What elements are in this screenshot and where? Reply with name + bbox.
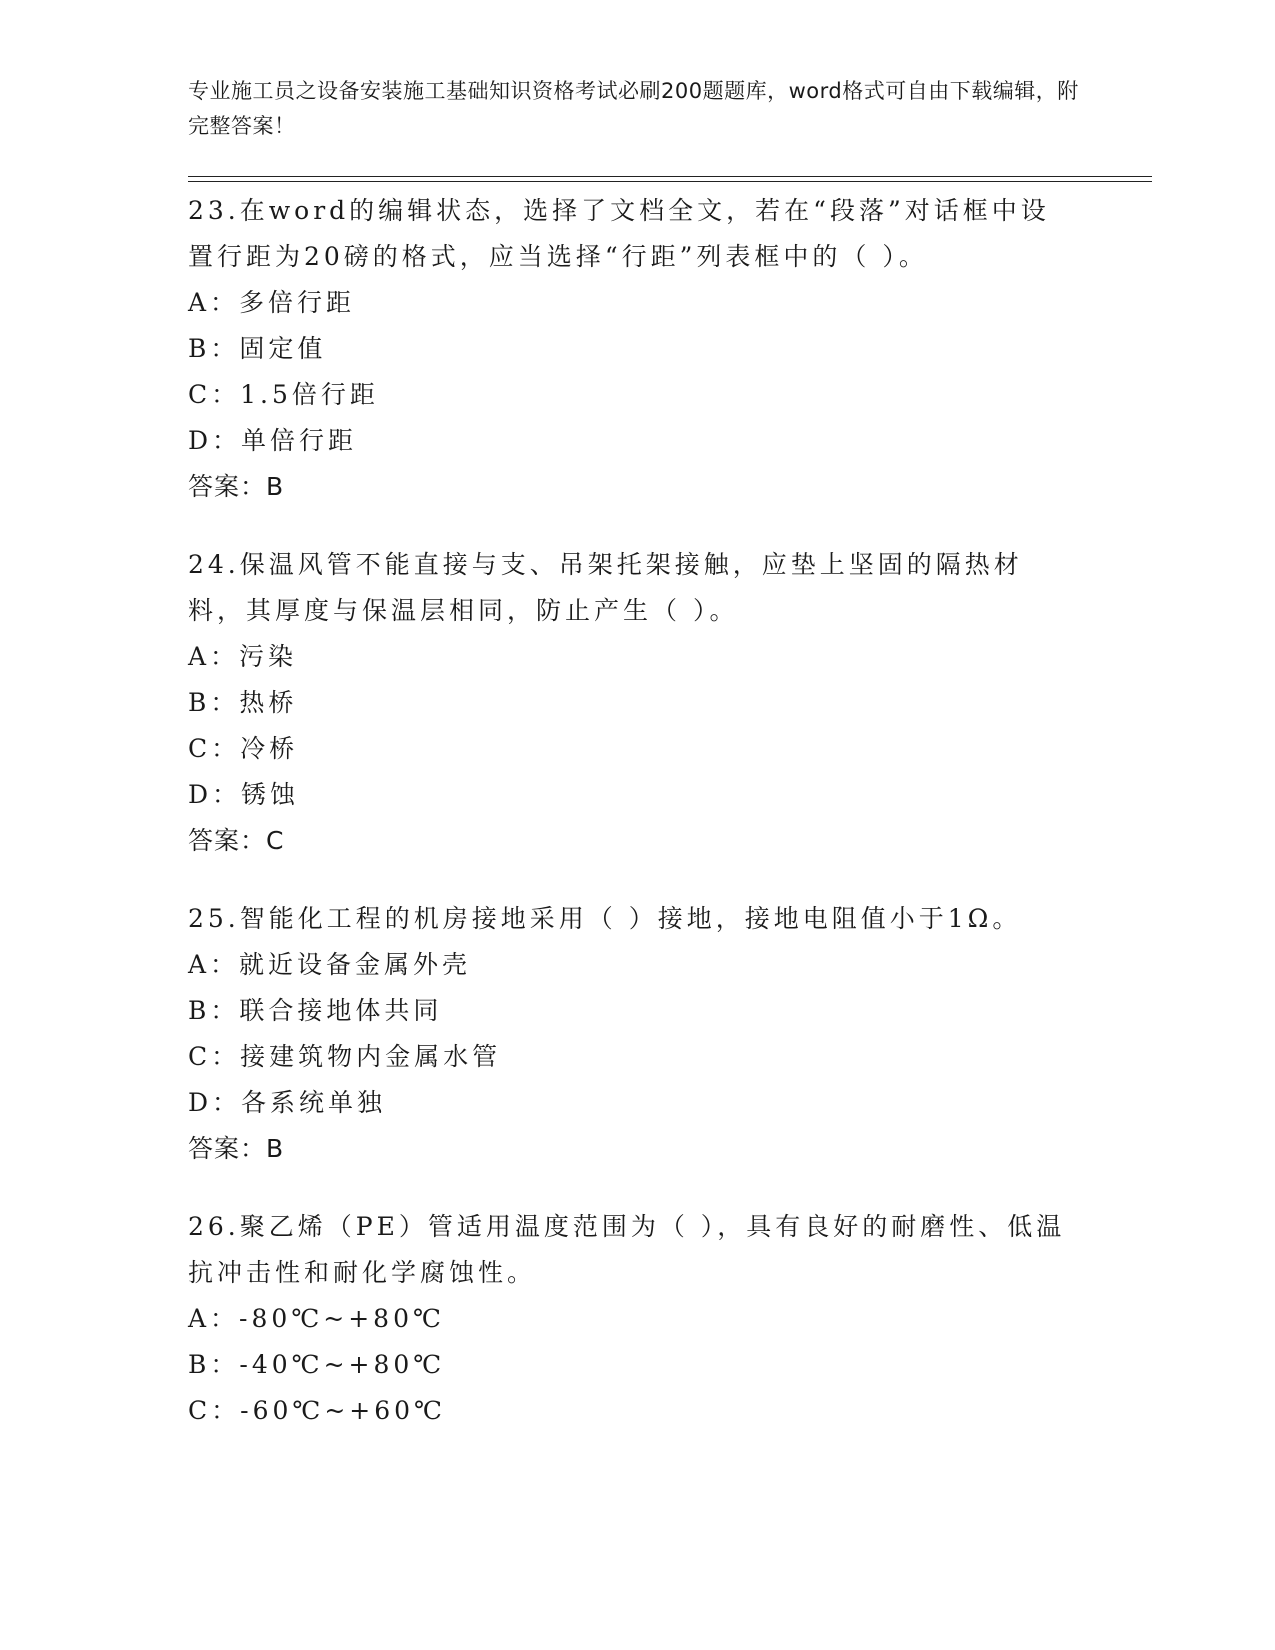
question-text: 23.在word的编辑状态，选择了文档全文，若在“段落”对话框中设置行距为20磅的格式，应当选择“行距”列表框中的（ ）。 xyxy=(188,196,1050,271)
answer: 答案：B xyxy=(188,1134,285,1163)
option-d: D：各系统单独 xyxy=(188,1088,387,1117)
option-d: D：单倍行距 xyxy=(188,426,358,455)
option-a: A：就近设备金属外壳 xyxy=(188,950,472,979)
option-b: B：-40℃~+80℃ xyxy=(188,1350,446,1379)
question-text: 26.聚乙烯（PE）管适用温度范围为（ ），具有良好的耐磨性、低温抗冲击性和耐化学腐蚀性。 xyxy=(188,1212,1066,1287)
question-23 xyxy=(188,188,1148,510)
option-a: A：-80℃~+80℃ xyxy=(188,1304,445,1333)
option-a: A：污染 xyxy=(188,642,298,671)
option-d: D：锈蚀 xyxy=(188,780,300,809)
document-header: 专业施工员之设备安装施工基础知识资格考试必刷200题题库，word格式可自由下载编辑，附完整答案！ xyxy=(188,79,1079,138)
option-b: B：热桥 xyxy=(188,688,298,717)
header-divider xyxy=(188,176,1152,182)
question-text: 24.保温风管不能直接与支、吊架托架接触，应垫上坚固的隔热材料，其厚度与保温层相同，防止产生（ ）。 xyxy=(188,550,1023,625)
option-c: C：冷桥 xyxy=(188,734,299,763)
option-b: B：固定值 xyxy=(188,334,327,363)
question-list xyxy=(188,188,1148,1466)
question-26 xyxy=(188,1204,1148,1434)
question-25 xyxy=(188,896,1148,1172)
question-text: 25.智能化工程的机房接地采用（ ）接地，接地电阻值小于1Ω。 xyxy=(188,904,1022,933)
question-24 xyxy=(188,542,1148,864)
option-c: C：-60℃~+60℃ xyxy=(188,1396,447,1425)
option-c: C：1.5倍行距 xyxy=(188,380,379,409)
answer: 答案：B xyxy=(188,472,285,501)
answer: 答案：C xyxy=(188,826,285,855)
option-a: A：多倍行距 xyxy=(188,288,356,317)
option-b: B：联合接地体共同 xyxy=(188,996,443,1025)
option-c: C：接建筑物内金属水管 xyxy=(188,1042,502,1071)
